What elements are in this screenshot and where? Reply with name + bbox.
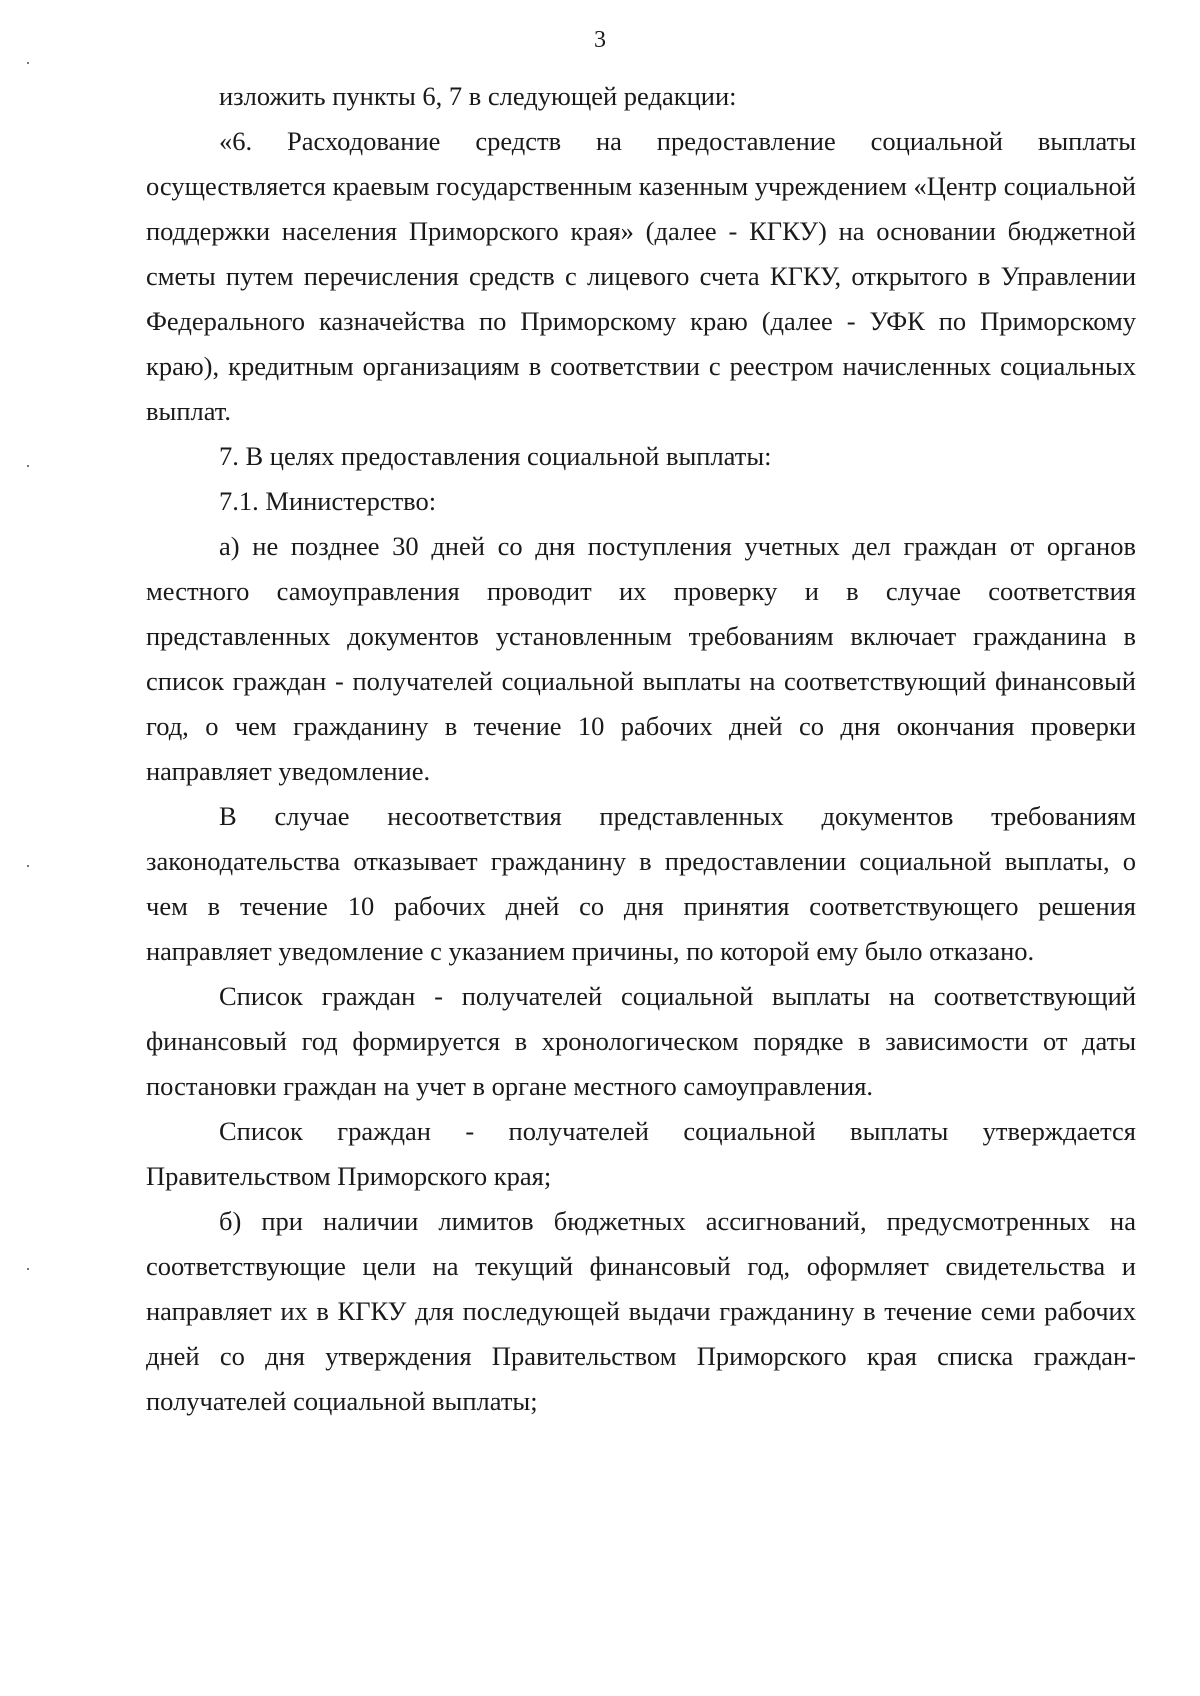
paragraph-item-6: «6. Расходование средств на предоставление социальной выплаты осуществляется краевым государственным казенным учреждением «Центр социальной поддержки населения Приморского края» (далее - КГКУ) на основании бюджетной сметы путем перечисления средств с лицевого счета КГКУ, открытого в Управлении Федерального казначейства по Приморскому краю (далее - УФК по Приморскому краю), кредитным организациям в соответствии с реестром начисленных социальных выплат. bbox=[146, 126, 1136, 426]
paragraph-list-approval: Список граждан - получателей социальной выплаты утверждается Правительством Приморского края; bbox=[146, 1116, 1136, 1191]
margin-mark bbox=[27, 1268, 29, 1270]
paragraph-item-7-1: 7.1. Министерство: bbox=[219, 486, 437, 516]
paragraph-refusal: В случае несоответствия представленных документов требованиям законодательства отказывает гражданину в предоставлении социальной выплаты, о чем в течение 10 рабочих дней со дня принятия соответствующего решения направляет уведомление с указанием причины, по которой ему было отказано. bbox=[146, 801, 1136, 966]
margin-mark bbox=[27, 865, 29, 867]
paragraph-intro: изложить пункты 6, 7 в следующей редакции: bbox=[219, 81, 737, 111]
document-body bbox=[146, 74, 1136, 1424]
paragraph-list-formation: Список граждан - получателей социальной выплаты на соответствующий финансовый год формируется в хронологическом порядке в зависимости от даты постановки граждан на учет в органе местного самоуправления. bbox=[146, 981, 1136, 1101]
margin-mark bbox=[27, 465, 29, 467]
paragraph-item-7: 7. В целях предоставления социальной выплаты: bbox=[219, 441, 772, 471]
paragraph-subitem-a: а) не позднее 30 дней со дня поступления учетных дел граждан от органов местного самоуправления проводит их проверку и в случае соответствия представленных документов установленным требованиям включает гражданина в список граждан - получателей социальной выплаты на соответствующий финансовый год, о чем гражданину в течение 10 рабочих дней со дня окончания проверки направляет уведомление. bbox=[146, 531, 1136, 786]
margin-mark bbox=[27, 62, 29, 64]
paragraph-subitem-b: б) при наличии лимитов бюджетных ассигнований, предусмотренных на соответствующие цели на текущий финансовый год, оформляет свидетельства и направляет их в КГКУ для последующей выдачи гражданину в течение семи рабочих дней со дня утверждения Правительством Приморского края списка граждан-получателей социальной выплаты; bbox=[146, 1206, 1136, 1416]
page-number: 3 bbox=[594, 27, 606, 53]
